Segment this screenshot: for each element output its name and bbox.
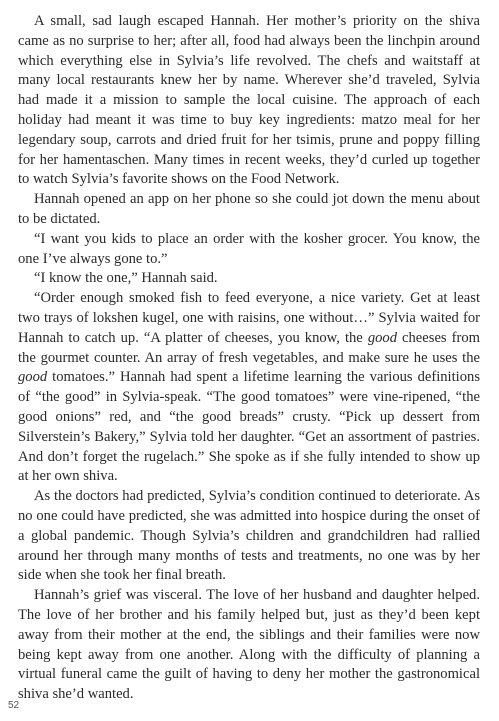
paragraph <box>18 230 480 270</box>
paragraph <box>18 269 480 289</box>
paragraph-text: Hannah’s grief was visceral. The love of her husband and daughter helped. The love of her brother and his family helped but, just as they’d been kept away from their mother at the end, the siblings and their families were now being kept away from one another. Along with the difficulty of planning a virtual funeral came the guilt of having to deny her mother the gastronomical shiva she’d wanted. <box>18 587 480 703</box>
paragraph-text: “I want you kids to place an order with the kosher grocer. You know, the one I’ve always gone to.” <box>18 230 480 267</box>
paragraph-text: “I know the one,” Hannah said. <box>34 270 218 287</box>
emphasized-text: good <box>18 369 48 386</box>
paragraph <box>18 586 480 705</box>
emphasized-text: good <box>367 329 397 346</box>
paragraph <box>18 190 480 230</box>
page-number: 52 <box>8 700 20 711</box>
paragraph-text: A small, sad laugh escaped Hannah. Her mother’s priority on the shiva came as no surprise to her; after all, food had always been the linchpin around which everything else in Sylvia’s life revolved. The chefs and waitstaff at many local restaurants knew her by name. Wherever she’d traveled, Sylvia had made it a mission to sample the local cuisine. The approach of each holiday had meant it was time to buy key ingredients: matzo meal for her legendary soup, carrots and dried fruit for her tsimis, prune and poppy filling for her hamentaschen. Many times in recent weeks, they’d curled up together to watch Sylvia’s favorite shows on the Food Network. <box>18 13 480 188</box>
paragraph <box>18 12 480 190</box>
page-body <box>18 12 480 705</box>
paragraph-text: “Order enough smoked fish to feed everyone, a nice variety. Get at least two trays of lokshen kugel, one with raisins, one without…” Sylvia waited for Hannah to catch up. “A platter of cheeses, you know, the <box>18 290 480 346</box>
paragraph-text: Hannah opened an app on her phone so she could jot down the menu about to be dictated. <box>18 191 480 227</box>
paragraph-text: As the doctors had predicted, Sylvia’s condition continued to deteriorate. As no one could have predicted, she was admitted into hospice during the onset of a global pandemic. Though Sylvia’s children and grandchildren had rallied around her through many months of tests and treatments, no one was by her side when she took her final breath. <box>18 488 480 584</box>
paragraph <box>18 487 480 586</box>
paragraph-text: tomatoes.” Hannah had spent a lifetime learning the various definitions of “the good” in Sylvia-speak. “The good tomatoes” were vine-ripened, “the good onions” red, and “the good breads” crusty. “Pick up dessert from Silverstein’s Bakery,” Sylvia told her daughter. “Get an assortment of pastries. And don’t forget the rugelach.” She spoke as if she fully intended to show up at her own shiva. <box>18 369 480 485</box>
paragraph-text: cheeses from the gourmet counter. An array of fresh vegetables, and make sure he uses the <box>18 329 480 366</box>
paragraph <box>18 289 480 487</box>
